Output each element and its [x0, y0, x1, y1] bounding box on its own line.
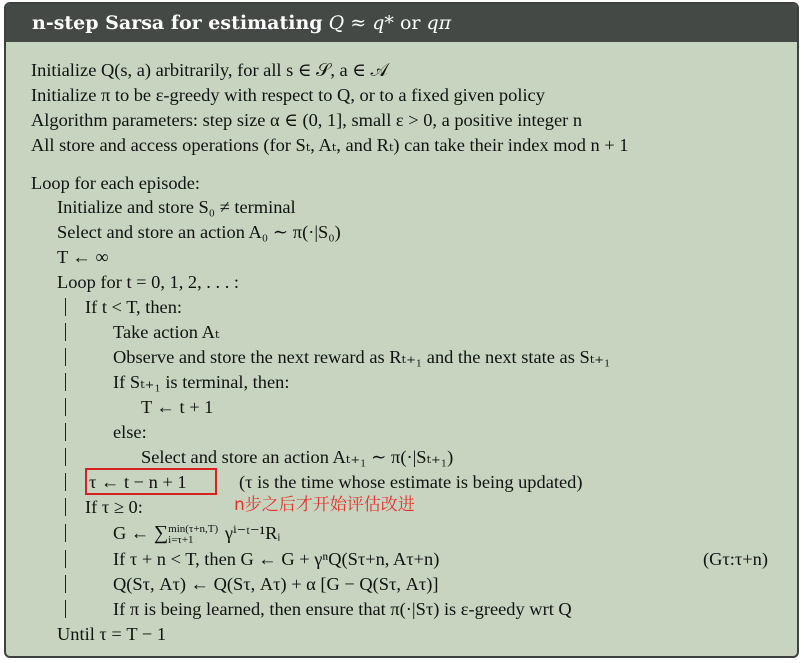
if-terminal: If Sₜ₊₁ is terminal, then: [113, 372, 290, 392]
policy-update: If π is being learned, then ensure that π(·|Sτ) is ε-greedy wrt Q [113, 599, 572, 619]
init-line-4: All store and access operations (for Sₜ, Aₜ, and Rₜ) can take their index mod n + 1 [31, 135, 629, 155]
if-tau-nonneg: If τ ≥ 0: [85, 497, 143, 517]
init-line-3: Algorithm parameters: step size α ∈ (0, 1], small ε > 0, a positive integer n [31, 110, 583, 130]
sum-limits [168, 524, 218, 546]
if-t-less-T: If t < T, then: [85, 297, 183, 317]
tau-assign: τ ← t − n + 1 [89, 472, 187, 492]
G-sum-rhs: γⁱ⁻ᵗ⁻¹Rᵢ [224, 523, 281, 543]
G-sum-lhs: G ← [113, 523, 150, 543]
loop-bar [65, 348, 66, 366]
title-or: or [399, 12, 421, 34]
loop-bar [65, 550, 66, 568]
algorithm-title [6, 4, 797, 42]
tau-comment: (τ is the time whose estimate is being updated) [239, 472, 583, 492]
Q-update: Q(Sτ, Aτ) ← Q(Sτ, Aτ) + α [G − Q(Sτ, Aτ)] [113, 574, 439, 594]
loop-bar [65, 323, 66, 341]
title-qpi: qπ [426, 12, 452, 34]
sum-symbol: ∑ [153, 522, 169, 544]
init-line-1: Initialize Q(s, a) arbitrarily, for all s ∈ 𝒮, a ∈ 𝒜 [31, 60, 388, 80]
algorithm-box [4, 2, 799, 658]
init-line-2: Initialize π to be ε-greedy with respect to Q, or to a fixed given policy [31, 85, 545, 105]
loop-bar [65, 524, 66, 542]
loop-bar [65, 373, 66, 391]
loop-bar [65, 473, 66, 491]
sum-upper: min(τ+n,T) [168, 522, 219, 535]
loop-bar [65, 498, 66, 516]
title-formula: Q ≈ q* [328, 12, 394, 34]
highlight-box [85, 468, 217, 495]
loop-t: Loop for t = 0, 1, 2, . . . : [57, 272, 240, 292]
loop-bar [65, 575, 66, 593]
title-bold: n-step Sarsa for estimating [32, 12, 323, 34]
loop-bar [65, 298, 66, 316]
sum-lower: i=τ+1 [168, 533, 194, 546]
T-update: T ← t + 1 [141, 397, 214, 417]
take-action: Take action Aₜ [113, 322, 220, 342]
G-tag: (Gτ:τ+n) [703, 549, 768, 569]
loop-bar [65, 448, 66, 466]
loop-episode: Loop for each episode: [31, 173, 201, 193]
observe-store: Observe and store the next reward as Rₜ₊₁ and the next state as Sₜ₊₁ [113, 347, 611, 367]
loop-bar [65, 600, 66, 618]
annotation-note: n步之后才开始评估改进 [234, 495, 415, 515]
G-sum [113, 521, 280, 545]
t-infinity: T ← ∞ [57, 247, 109, 267]
until-line: Until τ = T − 1 [57, 624, 167, 644]
loop-bar [65, 423, 66, 441]
G-bootstrap: If τ + n < T, then G ← G + γⁿQ(Sτ+n, Aτ+n) [113, 549, 440, 569]
init-store-s0: Initialize and store S₀ ≠ terminal [57, 197, 296, 217]
loop-bar [65, 398, 66, 416]
else-line: else: [113, 422, 147, 442]
select-a0: Select and store an action A₀ ∼ π(·|S₀) [57, 222, 341, 242]
select-next-action: Select and store an action Aₜ₊₁ ∼ π(·|Sₜ₊₁) [141, 447, 454, 467]
